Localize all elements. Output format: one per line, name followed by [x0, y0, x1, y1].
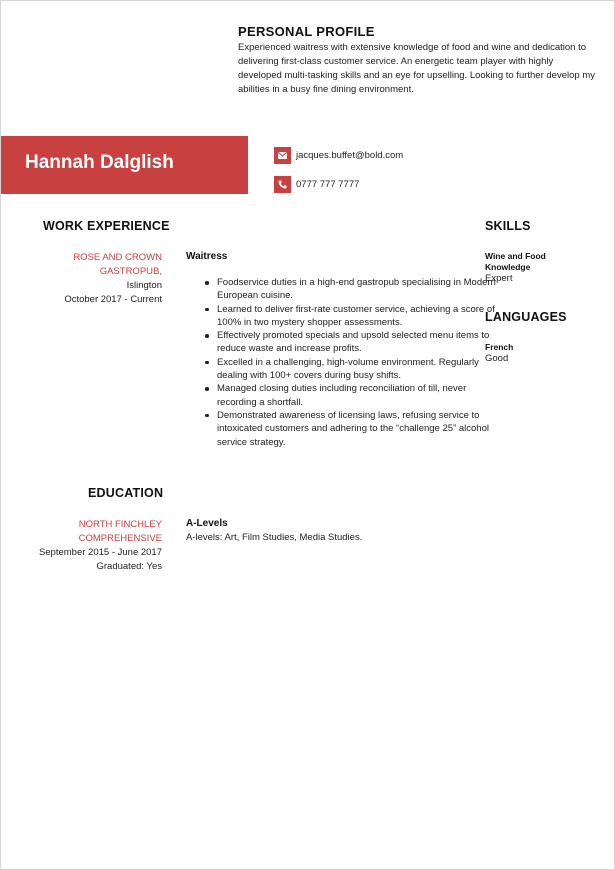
phone-icon — [274, 176, 291, 193]
profile-text: Experienced waitress with extensive knowledge of food and wine and dedication to delivering first-class customer service. An energetic team player with highly developed multi-tasking skills and an eye for upselling. Looking to further develop my abilities in a busy fine dining environment. — [238, 42, 595, 95]
skills-heading: SKILLS — [485, 219, 531, 233]
school-name: NORTH FINCHLEY COMPREHENSIVE — [78, 519, 162, 544]
work-location: Islington — [126, 280, 162, 291]
list-item: Excelled in a challenging, high-volume environment. Regularly dealing with 100+ covers during busy shifts. — [217, 356, 497, 383]
languages-heading: LANGUAGES — [485, 310, 567, 324]
skill-level: Expert — [485, 273, 513, 284]
education-dates: September 2015 - June 2017 — [38, 547, 162, 558]
contact-email[interactable]: jacques.buffet@bold.com — [296, 150, 404, 161]
list-item: Effectively promoted specials and upsold selected menu items to reduce waste and increase profits. — [217, 329, 497, 356]
list-item: Foodservice duties in a high-end gastropub specialising in Modern European cuisine. — [217, 277, 496, 302]
language-level: Good — [485, 353, 509, 364]
skill-name: Wine and Food Knowledge — [485, 251, 546, 272]
skill-item — [485, 251, 575, 284]
employer-name: ROSE AND CROWN GASTROPUB, — [73, 252, 162, 277]
job-title: Waitress — [186, 251, 228, 262]
graduated-status: Graduated: Yes — [96, 561, 162, 572]
work-dates: October 2017 - Current — [64, 294, 162, 305]
work-experience-heading: WORK EXPERIENCE — [43, 219, 170, 233]
list-item: Demonstrated awareness of licensing laws, refusing service to intoxicated customers and adhering to the “challenge 25” alcohol service strategy. — [217, 409, 497, 449]
language-name: French — [485, 342, 514, 352]
duties-list — [186, 276, 497, 449]
work-meta — [21, 251, 162, 307]
list-item: Learned to deliver first-rate customer service, achieving a score of 100% in two mystery shopper assessments. — [217, 303, 497, 330]
candidate-name: Hannah Dalglish — [25, 152, 174, 173]
envelope-icon — [274, 147, 291, 164]
education-detail: A-levels: Art, Film Studies, Media Studies. — [186, 532, 363, 543]
language-item — [485, 342, 575, 364]
profile-heading: PERSONAL PROFILE — [238, 24, 375, 39]
education-title: A-Levels — [186, 518, 228, 529]
education-meta — [21, 518, 162, 574]
contact-phone[interactable]: 0777 777 7777 — [296, 179, 360, 190]
list-item: Managed closing duties including reconciliation of till, never recording a shortfall. — [217, 382, 497, 409]
education-heading: EDUCATION — [88, 486, 164, 500]
